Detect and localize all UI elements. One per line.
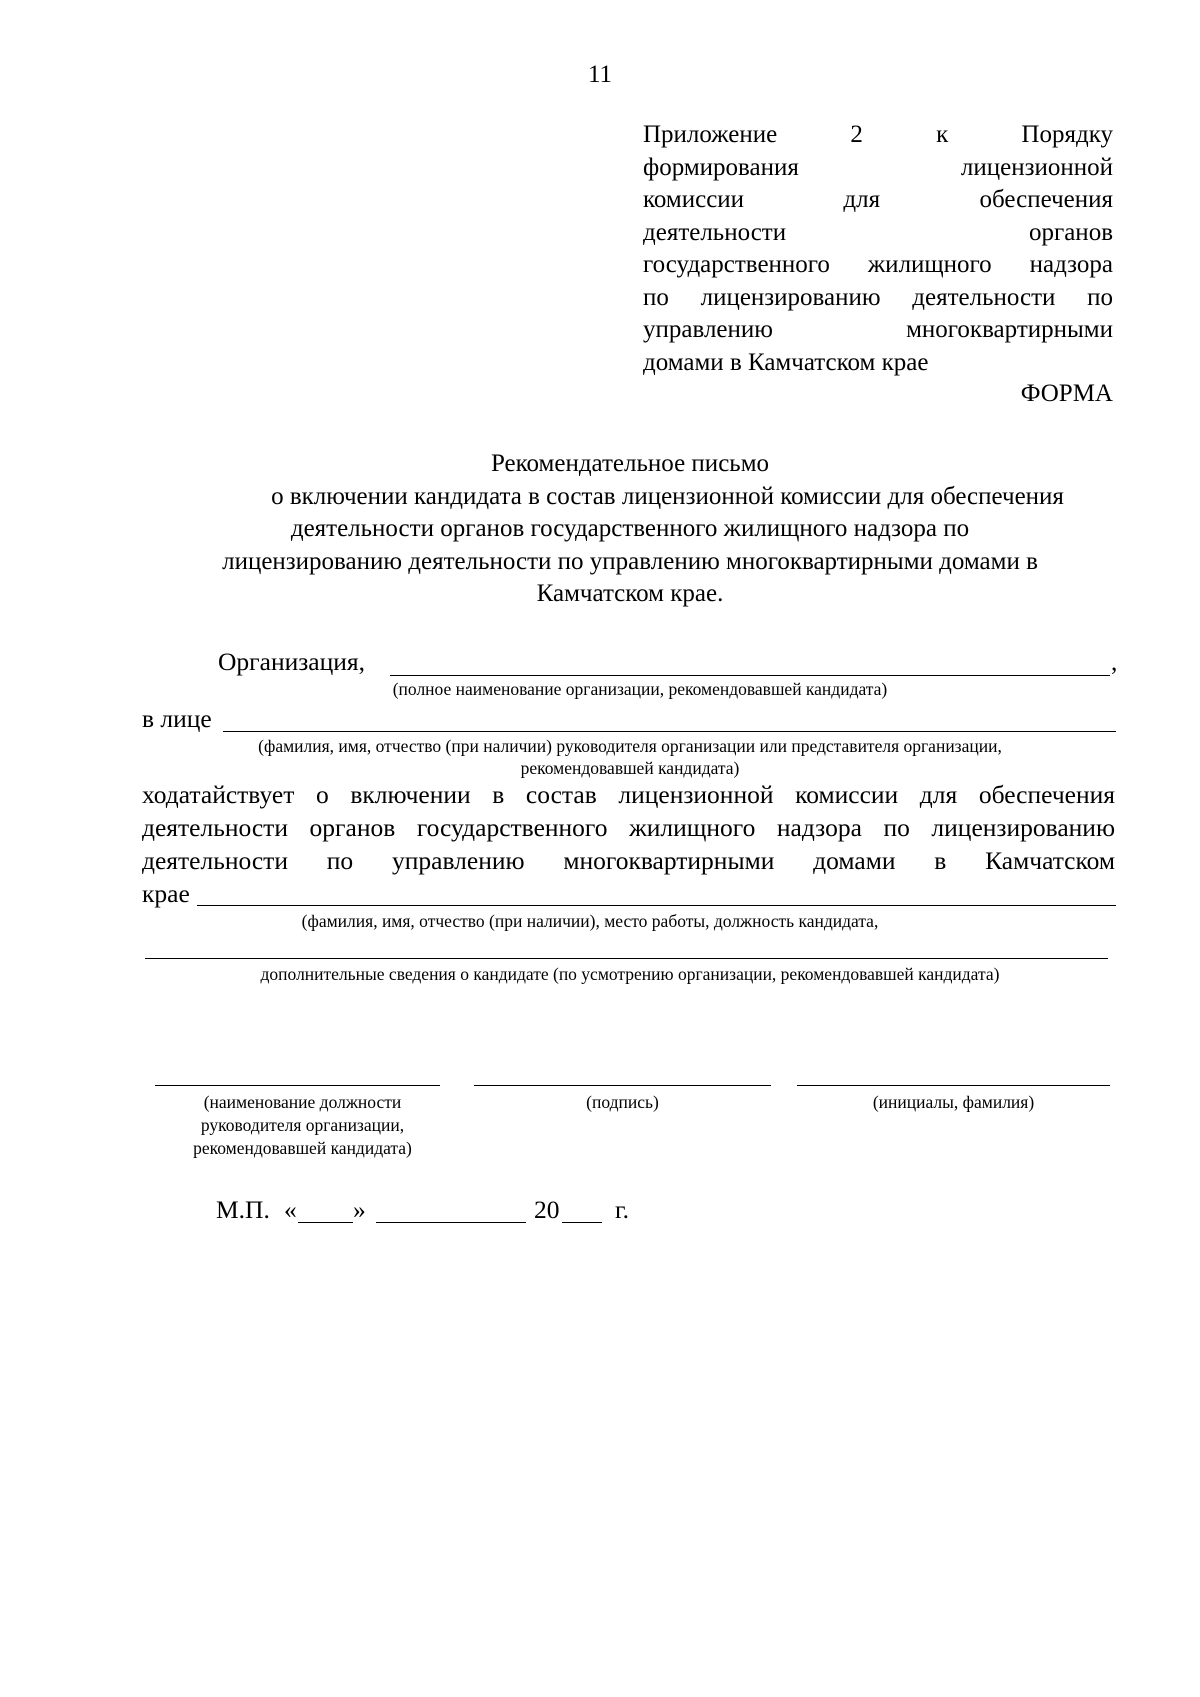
appendix-line: Приложение 2 к Порядку [643,121,1113,148]
stamp-label: М.П. [216,1195,270,1224]
candidate-field[interactable] [197,905,1116,906]
letter-subtitle-line: о включении кандидата в состав лицензионной комиссии для обеспечения [271,483,1064,510]
organization-label: Организация, [218,647,366,676]
additional-info-hint: дополнительные сведения о кандидате (по усмотрению организации, рекомендовавшей кандидата) [260,964,1000,984]
appendix-line: деятельности органов [643,218,1113,246]
represented-label: в лице [142,704,212,733]
signature-hint: (подпись) [586,1092,659,1112]
appendix-line: комиссии для обеспечения [643,186,1113,213]
additional-info-field[interactable] [145,958,1108,959]
petition-line: ходатайствует о включении в состав лицензионной комиссии для обеспечения [142,780,1115,809]
letter-subtitle-line: Камчатском крае. [536,580,724,607]
organization-hint: (полное наименование организации, рекомендовавшей кандидата) [392,679,888,699]
name-field[interactable] [797,1085,1110,1086]
petition-line: деятельности по управлению многоквартирными домами в Камчатском [142,846,1115,875]
organization-field[interactable] [390,675,1110,676]
appendix-line: домами в Камчатском крае [643,348,929,376]
organization-comma: , [1111,647,1118,676]
name-hint: (инициалы, фамилия) [872,1092,1035,1112]
candidate-hint: (фамилия, имя, отчество (при наличии), место работы, должность кандидата, [301,911,879,931]
letter-title: Рекомендательное письмо [490,450,770,477]
year-prefix: 20 [534,1195,560,1224]
day-quote-open: « [284,1195,297,1224]
representative-hint: (фамилия, имя, отчество (при наличии) руководителя организации или представителя организации, [258,736,1002,756]
representative-hint: рекомендовавшей кандидата) [520,758,740,778]
appendix-heading [643,119,1113,379]
form-label: ФОРМА [1020,380,1113,407]
letter-subtitle-line: лицензированию деятельности по управлению многоквартирными домами в [222,548,1038,575]
position-hint: (наименование должности [203,1092,402,1112]
letter-subtitle-line: деятельности органов государственного жилищного надзора по [290,515,970,542]
day-quote-close: » [353,1195,366,1224]
position-field[interactable] [155,1085,440,1086]
petition-line: деятельности органов государственного жилищного надзора по лицензированию [142,813,1115,842]
representative-field[interactable] [223,731,1116,732]
year-suffix: г. [615,1195,629,1224]
appendix-line: по лицензированию деятельности по [643,283,1113,311]
month-field[interactable] [376,1222,526,1223]
petition-line-end: крае [142,879,190,908]
appendix-line: государственного жилищного надзора [643,251,1113,278]
page-number: 11 [587,61,613,88]
position-hint: руководителя организации, [200,1115,405,1135]
position-hint: рекомендовавшей кандидата) [193,1138,412,1158]
year-field[interactable] [562,1222,602,1223]
appendix-line: управлению многоквартирными [643,316,1113,343]
signature-field[interactable] [474,1085,771,1086]
appendix-line: формирования лицензионной [643,153,1113,181]
day-field[interactable] [298,1222,353,1223]
